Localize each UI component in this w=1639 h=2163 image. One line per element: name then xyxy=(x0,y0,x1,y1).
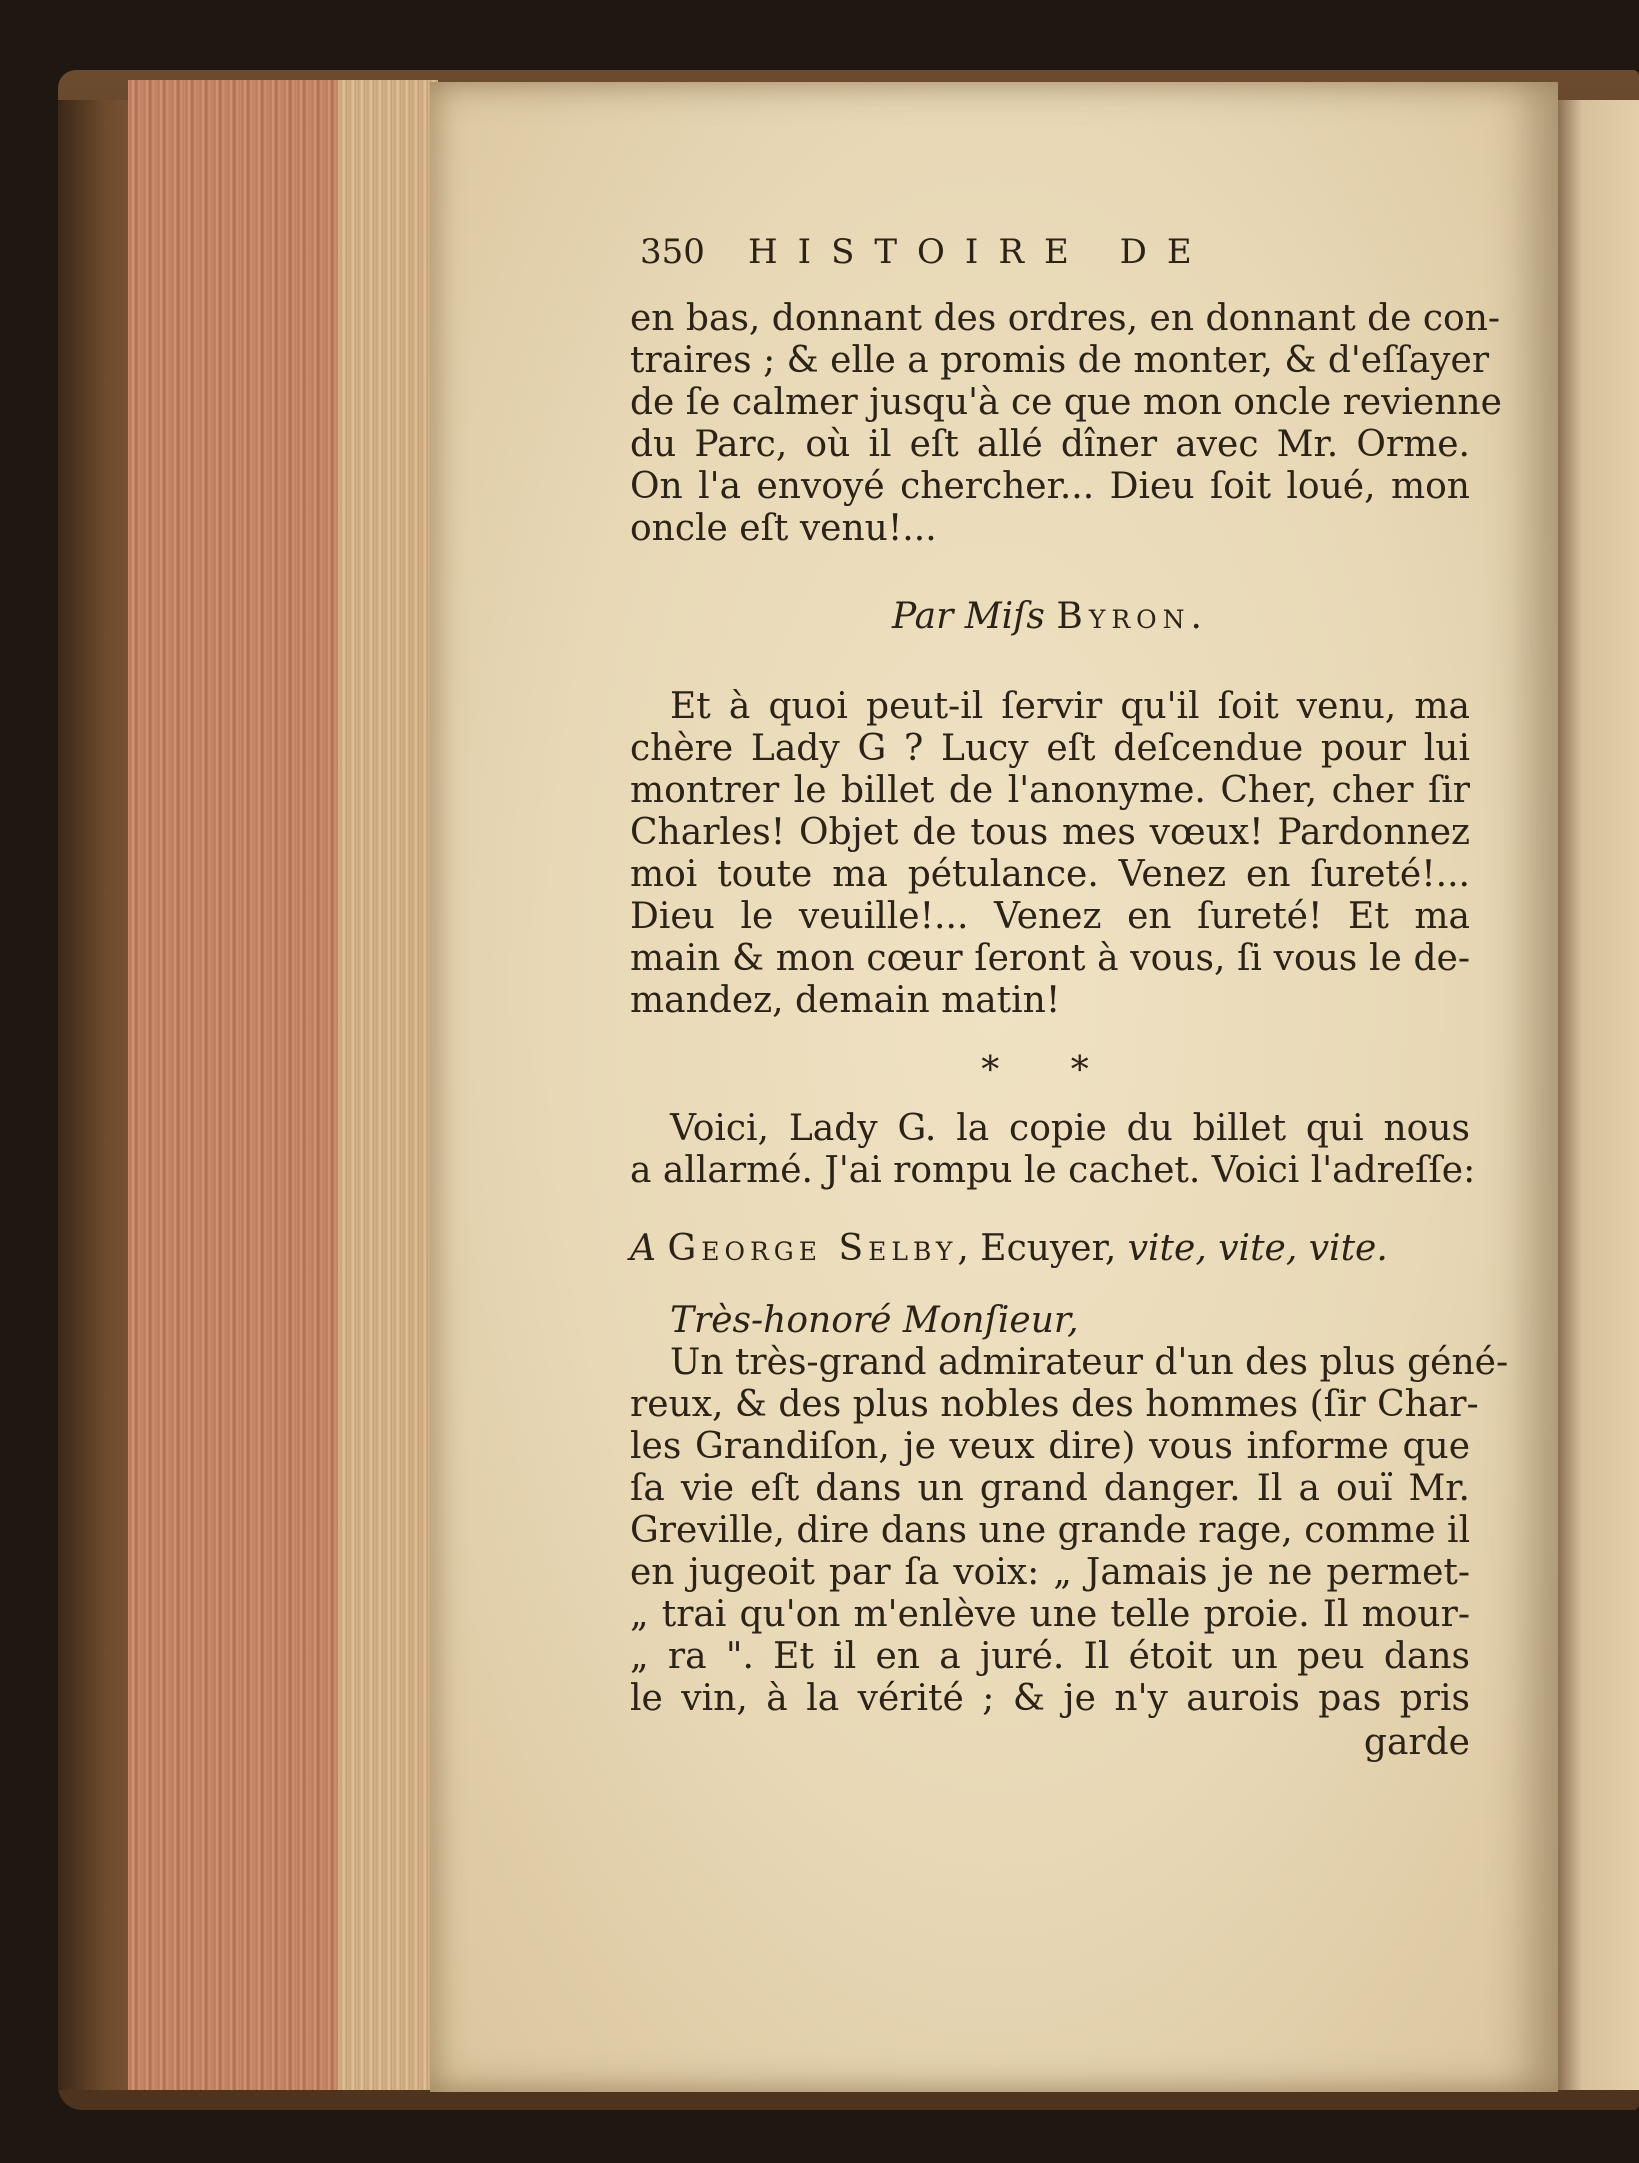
text-line: ſa vie eſt dans un grand danger. Il a ouï Mr. xyxy=(630,1468,1470,1509)
text-line: les Grandiſon, je veux dire) vous informe que xyxy=(630,1426,1470,1467)
text-line: main & mon cœur ſeront à vous, ſi vous le de- xyxy=(630,938,1470,979)
page-number: 350 xyxy=(640,232,705,272)
address-emphasis: vite, vite, vite. xyxy=(1127,1228,1388,1269)
address-name: George Selby xyxy=(667,1228,958,1269)
running-title: HISTOIRE DE xyxy=(748,232,1212,272)
text-line: en jugeoit par ſa voix: „ Jamais je ne permet- xyxy=(630,1552,1470,1593)
text-line: chère Lady G ? Lucy eſt deſcendue pour lui xyxy=(630,728,1470,769)
page-edges xyxy=(128,80,438,2090)
text-line: mandez, demain matin! xyxy=(630,980,1061,1021)
text-line: montrer le billet de l'anonyme. Cher, cher ſir xyxy=(630,770,1470,811)
text-line: a allarmé. J'ai rompu le cachet. Voici l'adreſſe: xyxy=(630,1150,1476,1191)
letter-address xyxy=(630,1228,1470,1270)
text-line: en bas, donnant des ordres, en donnant de con- xyxy=(630,298,1501,339)
heading-name: Byron. xyxy=(1056,596,1208,637)
text-line: „ trai qu'on m'enlève une telle proie. Il mour- xyxy=(630,1594,1470,1635)
text-line: le vin, à la vérité ; & je n'y aurois pas pris xyxy=(630,1678,1470,1719)
catchword: garde xyxy=(1363,1722,1470,1763)
text-line: de ſe calmer jusqu'à ce que mon oncle revienne xyxy=(630,382,1502,423)
book-spine xyxy=(58,100,138,2090)
text-line: Greville, dire dans une grande rage, comme il xyxy=(630,1510,1471,1551)
facing-page-edge xyxy=(1558,100,1639,2090)
text-line: traires ; & elle a promis de monter, & d'eſſayer xyxy=(630,340,1490,381)
text-line: Charles! Objet de tous mes vœux! Pardonnez xyxy=(630,812,1470,853)
text-line: „ ra ". Et il en a juré. Il étoit un peu dans xyxy=(630,1636,1470,1677)
address-prefix: A xyxy=(630,1228,656,1269)
text-line: Dieu le veuille!... Venez en ſureté! Et ma xyxy=(630,896,1470,937)
section-ornament: * * xyxy=(981,1050,1119,1091)
text-line: oncle eſt venu!... xyxy=(630,508,937,549)
text-line: reux, & des plus nobles des hommes (ſir Char- xyxy=(630,1384,1479,1425)
section-heading xyxy=(630,596,1470,638)
text-line: Et à quoi peut-il ſervir qu'il ſoit venu, ma xyxy=(670,686,1470,727)
heading-prefix: Par Miſs xyxy=(892,596,1045,637)
text-line: On l'a envoyé chercher... Dieu ſoit loué, mon xyxy=(630,466,1470,507)
running-head xyxy=(640,232,1360,278)
text-line: du Parc, où il eſt allé dîner avec Mr. Orme. xyxy=(630,424,1470,465)
text-line: moi toute ma pétulance. Venez en ſureté!... xyxy=(630,854,1470,895)
text-line: Un très-grand admirateur d'un des plus géné- xyxy=(670,1342,1509,1383)
letter-salutation: Très-honoré Monſieur, xyxy=(670,1300,1079,1341)
text-line: Voici, Lady G. la copie du billet qui nous xyxy=(670,1108,1470,1149)
address-rest: , Ecuyer, xyxy=(957,1228,1128,1269)
